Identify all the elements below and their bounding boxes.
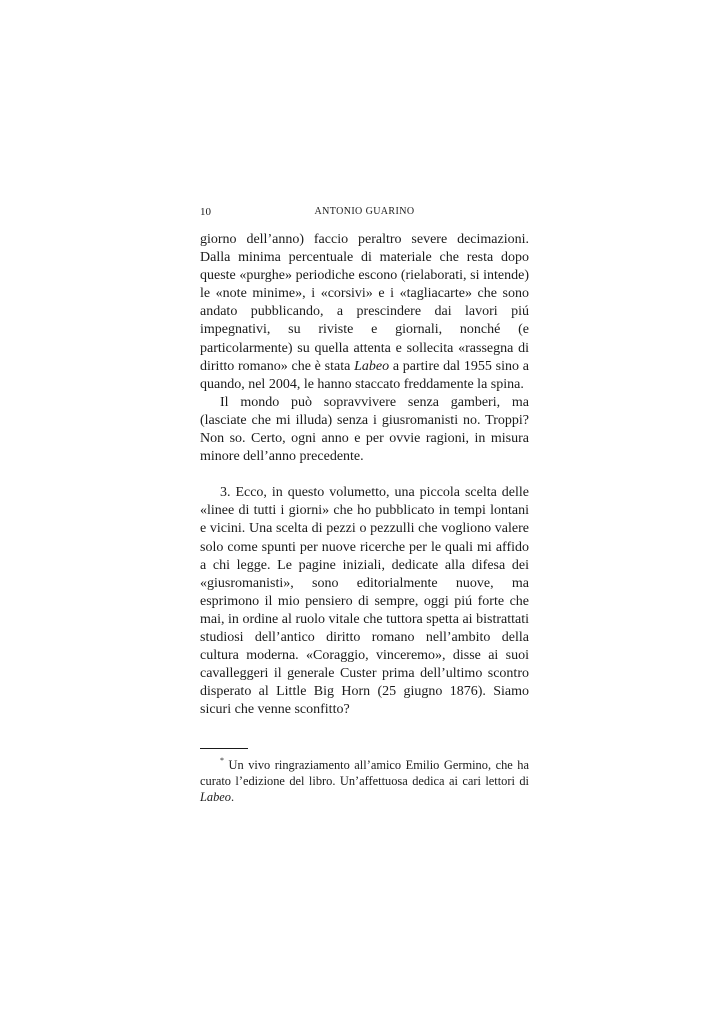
paragraph-1-text: giorno dell’anno) faccio peraltro severe decimazioni. Dalla minima percentuale di materiale che resta dopo queste «purghe» periodiche escono (rielaborati, si intende) le «note minime», i «corsivi» e i «tagliacarte» che sono andato pubblicando, a prescindere dai lavori piú impegnativi, su riviste e giornali, nonché (e particolarmente) su quella attenta e sollecita «rassegna di diritto romano» che è stata — [200, 232, 529, 374]
journal-title: Labeo — [354, 358, 390, 374]
running-head: ANTONIO GUARINO — [314, 206, 415, 217]
footnote-rule — [200, 748, 248, 749]
paragraph-1-text-end: a partire dal 1955 sino a quando, nel 2004, le hanno staccato freddamente la spina. — [200, 358, 529, 392]
paragraph-2: Il mondo può sopravvivere senza gamberi, ma (lasciate che mi illuda) senza i giusromanisti no. Troppi? Non so. Certo, ogni anno e per ovvie ragioni, in misura minore dell’anno precedente. — [200, 394, 529, 465]
paragraph-3: 3. Ecco, in questo volumetto, una piccola scelta delle «linee di tutti i giorni» che ho pubblicato in tempi lontani e vicini. Una scelta di pezzi o pezzulli che vogliono valere solo come spunti per nuove ricerche per le quali mi affido a chi legge. Le pagine iniziali, dedicate alla difesa dei «giusromanisti», sono editorialmente nuove, ma esprimono il mio pensiero di sempre, oggi piú forte che mai, in ordine al ruolo vitale che tuttora spetta ai bistrattati studiosi dell’antico diritto romano nell’ambito della cultura moderna. «Coraggio, vinceremo», disse ai suoi cavalleggeri il generale Custer prima dell’ultimo scontro disperato al Little Big Horn (25 giugno 1876). Siamo sicuri che venne sconfitto? — [200, 485, 529, 718]
footnote-marker: * — [220, 756, 224, 765]
footnote-journal-title: Labeo — [200, 790, 231, 804]
footnote-text-end: . — [230, 790, 235, 804]
paragraph-1 — [200, 231, 529, 394]
footnote-text: Un vivo ringraziamento all’amico Emilio Germino, che ha curato l’edizione del libro. Un’affettuosa dedica ai cari lettori di — [200, 758, 529, 788]
page-number: 10 — [200, 206, 211, 218]
body-text — [200, 231, 529, 719]
footnote — [200, 757, 529, 805]
page-header — [200, 206, 529, 220]
